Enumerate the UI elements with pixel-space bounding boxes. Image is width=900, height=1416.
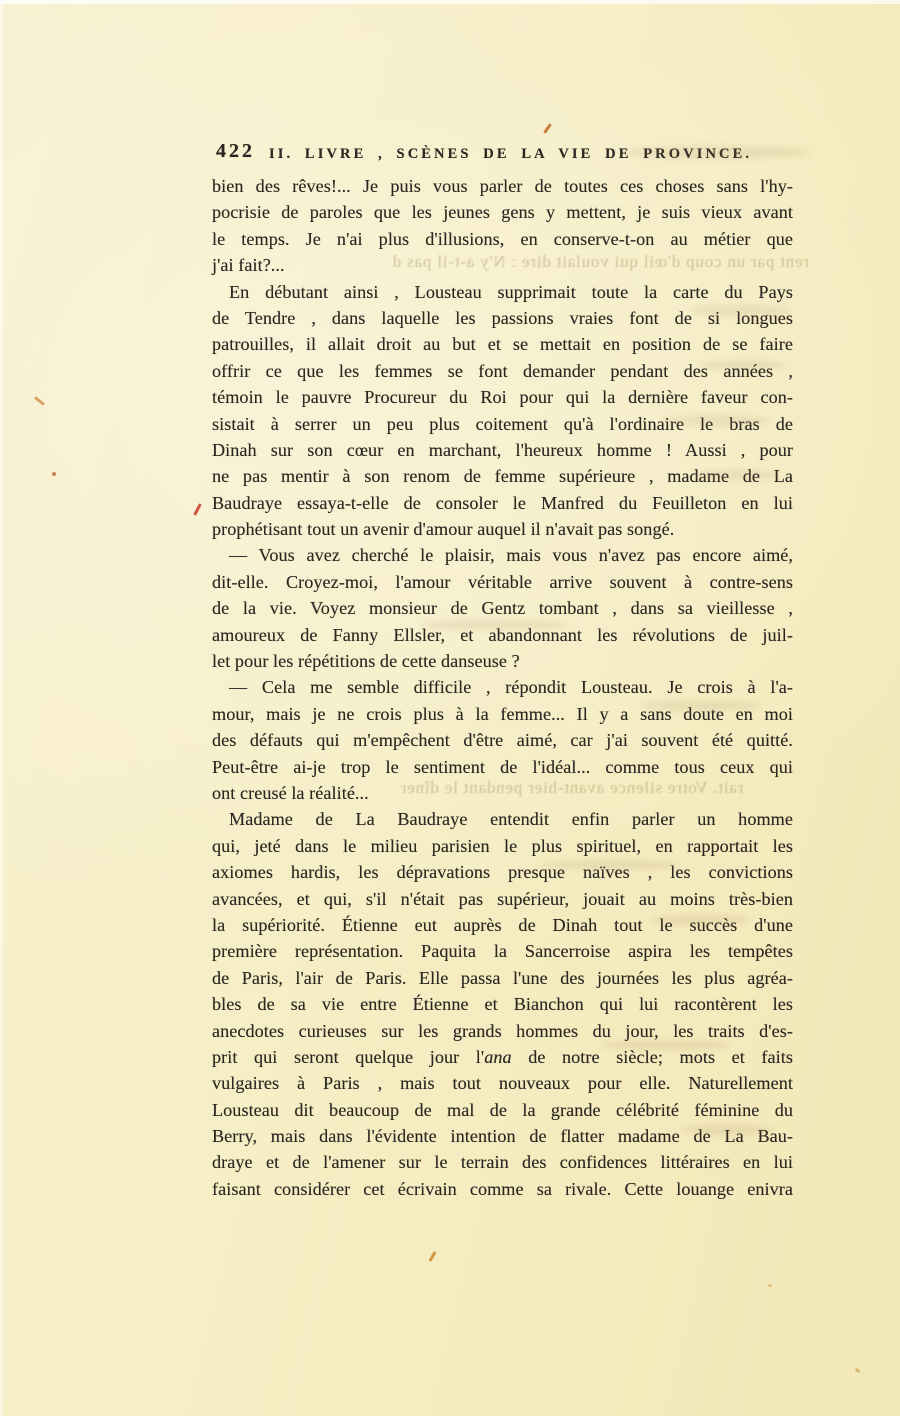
bleedthrough-smudge xyxy=(700,360,785,370)
scan-edge-left xyxy=(0,0,3,1416)
text-line: bien des rêves!... Je puis vous parler de toutes ces choses sans l'hy- xyxy=(212,176,793,196)
foxing-speck xyxy=(34,396,45,406)
text-line: dit-elle. Croyez-moi, l'amour véritable arrive souvent à contre-sens xyxy=(212,571,793,592)
text-line: Dinah sur son cœur en marchant, l'heureux homme ! Aussi , pour xyxy=(212,439,793,460)
bleedthrough-smudge xyxy=(600,1040,730,1050)
foxing-speck xyxy=(428,1251,436,1262)
text-line: pocrisie de paroles que les jeunes gens y mettent, je suis vieux avant xyxy=(212,202,793,223)
text-line: En débutant ainsi , Lousteau supprimait toute la carte du Pays xyxy=(229,281,793,302)
bleedthrough-text: rait. Votre silence avant-hier pendant le dîner xyxy=(400,778,744,797)
text-line: axiomes hardis, les dépravations presque naïves , les convictions xyxy=(212,862,793,883)
running-header-title: II. LIVRE , SCÈNES DE LA VIE DE PROVINCE. xyxy=(269,146,753,162)
text-line: Baudraye essaya-t-elle de consoler le Manfred du Feuilleton en lui xyxy=(212,492,793,513)
foxing-speck xyxy=(543,123,552,134)
text-line: draye et de l'amener sur le terrain des confidences littéraires en lui xyxy=(212,1152,793,1173)
text-line: sistait à serrer un peu plus coitement qu'à l'ordinaire le bras de xyxy=(212,413,793,434)
text-line: mour, mais je ne crois plus à la femme... Il y a sans doute en moi xyxy=(212,703,793,724)
bleedthrough-smudge xyxy=(540,860,680,870)
text-line: vulgaires à Paris , mais tout nouveaux pour elle. Naturellement xyxy=(212,1073,793,1094)
text-line: de Paris, l'air de Paris. Elle passa l'une des journées les plus agréa- xyxy=(212,967,793,988)
text-line: le temps. Je n'ai plus d'illusions, en conserve-t-on au métier que xyxy=(212,228,793,249)
foxing-speck xyxy=(52,472,56,476)
text-line: qui, jeté dans le milieu parisien le plus spirituel, en rapportait les xyxy=(212,835,793,856)
text-line: des défauts qui m'empêchent d'être aimé, car j'ai souvent été quitté. xyxy=(212,730,793,751)
foxing-speck xyxy=(855,1368,861,1374)
text-line: anecdotes curieuses sur les grands hommes du jour, les traits d'es- xyxy=(212,1020,793,1041)
text-line: amoureux de Fanny Ellsler, et abandonnant les révolutions de juil- xyxy=(212,624,793,645)
bleedthrough-smudge xyxy=(680,1125,775,1135)
text-line: — Vous avez cherché le plaisir, mais vous n'avez pas encore aimé, xyxy=(229,545,793,566)
bleedthrough-smudge xyxy=(660,415,770,426)
bleedthrough-smudge xyxy=(420,620,570,630)
text-line: de Tendre , dans laquelle les passions vraies font de si longues xyxy=(212,307,793,328)
text-line: faisant considérer cet écrivain comme sa rivale. Cette louange enivra xyxy=(212,1178,793,1199)
text-line: — Cela me semble difficile , répondit Lousteau. Je crois à l'a- xyxy=(229,677,793,698)
foxing-speck xyxy=(768,1284,772,1287)
scan-edge-top xyxy=(0,0,900,4)
text-line: avancées, et qui, s'il n'était pas supérieur, jouait au moins très-bien xyxy=(212,888,793,909)
text-line: Berry, mais dans l'évidente intention de flatter madame de La Bau- xyxy=(212,1126,793,1147)
text-line: Peut-être ai-je trop le sentiment de l'idéal... comme tous ceux qui xyxy=(212,756,793,777)
text-line: Lousteau dit beaucoup de mal de la grande célébrité féminine du xyxy=(212,1099,793,1120)
bleedthrough-smudge xyxy=(690,305,790,316)
bleedthrough-smudge xyxy=(640,700,760,711)
bleedthrough-smudge xyxy=(690,470,780,480)
text-line: de la vie. Voyez monsieur de Gentz tombant , dans sa vieillesse , xyxy=(212,598,793,619)
text-line: offrir ce que les femmes se font demander pendant des années , xyxy=(212,360,793,381)
bleedthrough-text: rent par un coup d'œil qui voulait dire : N'y a-t-il pas d xyxy=(392,252,809,271)
bleedthrough-smudge xyxy=(650,915,750,925)
text-line: Madame de La Baudraye entendit enfin parler un homme xyxy=(229,809,793,830)
text-line: témoin le pauvre Procureur du Roi pour qui la dernière faveur con- xyxy=(212,387,793,408)
text-line: ont creusé la réalité... xyxy=(212,782,369,803)
text-line: prit qui seront quelque jour l'ana de notre siècle; mots et faits xyxy=(212,1046,793,1067)
text-line: let pour les répétitions de cette danseuse ? xyxy=(212,651,520,672)
text-line: ne pas mentir à son renom de femme supérieure , madame de La xyxy=(212,466,793,487)
text-line: j'ai fait?... xyxy=(212,255,285,276)
text-line: bles de sa vie entre Étienne et Bianchon qui lui racontèrent les xyxy=(212,994,793,1015)
text-line: la supériorité. Étienne eut auprès de Dinah tout le succès d'une xyxy=(212,914,793,935)
text-line: patrouilles, il allait droit au but et se mettait en position de se faire xyxy=(212,334,793,355)
page-number: 422 xyxy=(216,140,255,162)
bleedthrough-smudge xyxy=(625,146,810,159)
text-line: prophétisant tout un avenir d'amour auquel il n'avait pas songé. xyxy=(212,519,675,540)
text-line: première représentation. Paquita la Sancerroise aspira les tempêtes xyxy=(212,941,793,962)
foxing-speck xyxy=(193,503,202,516)
